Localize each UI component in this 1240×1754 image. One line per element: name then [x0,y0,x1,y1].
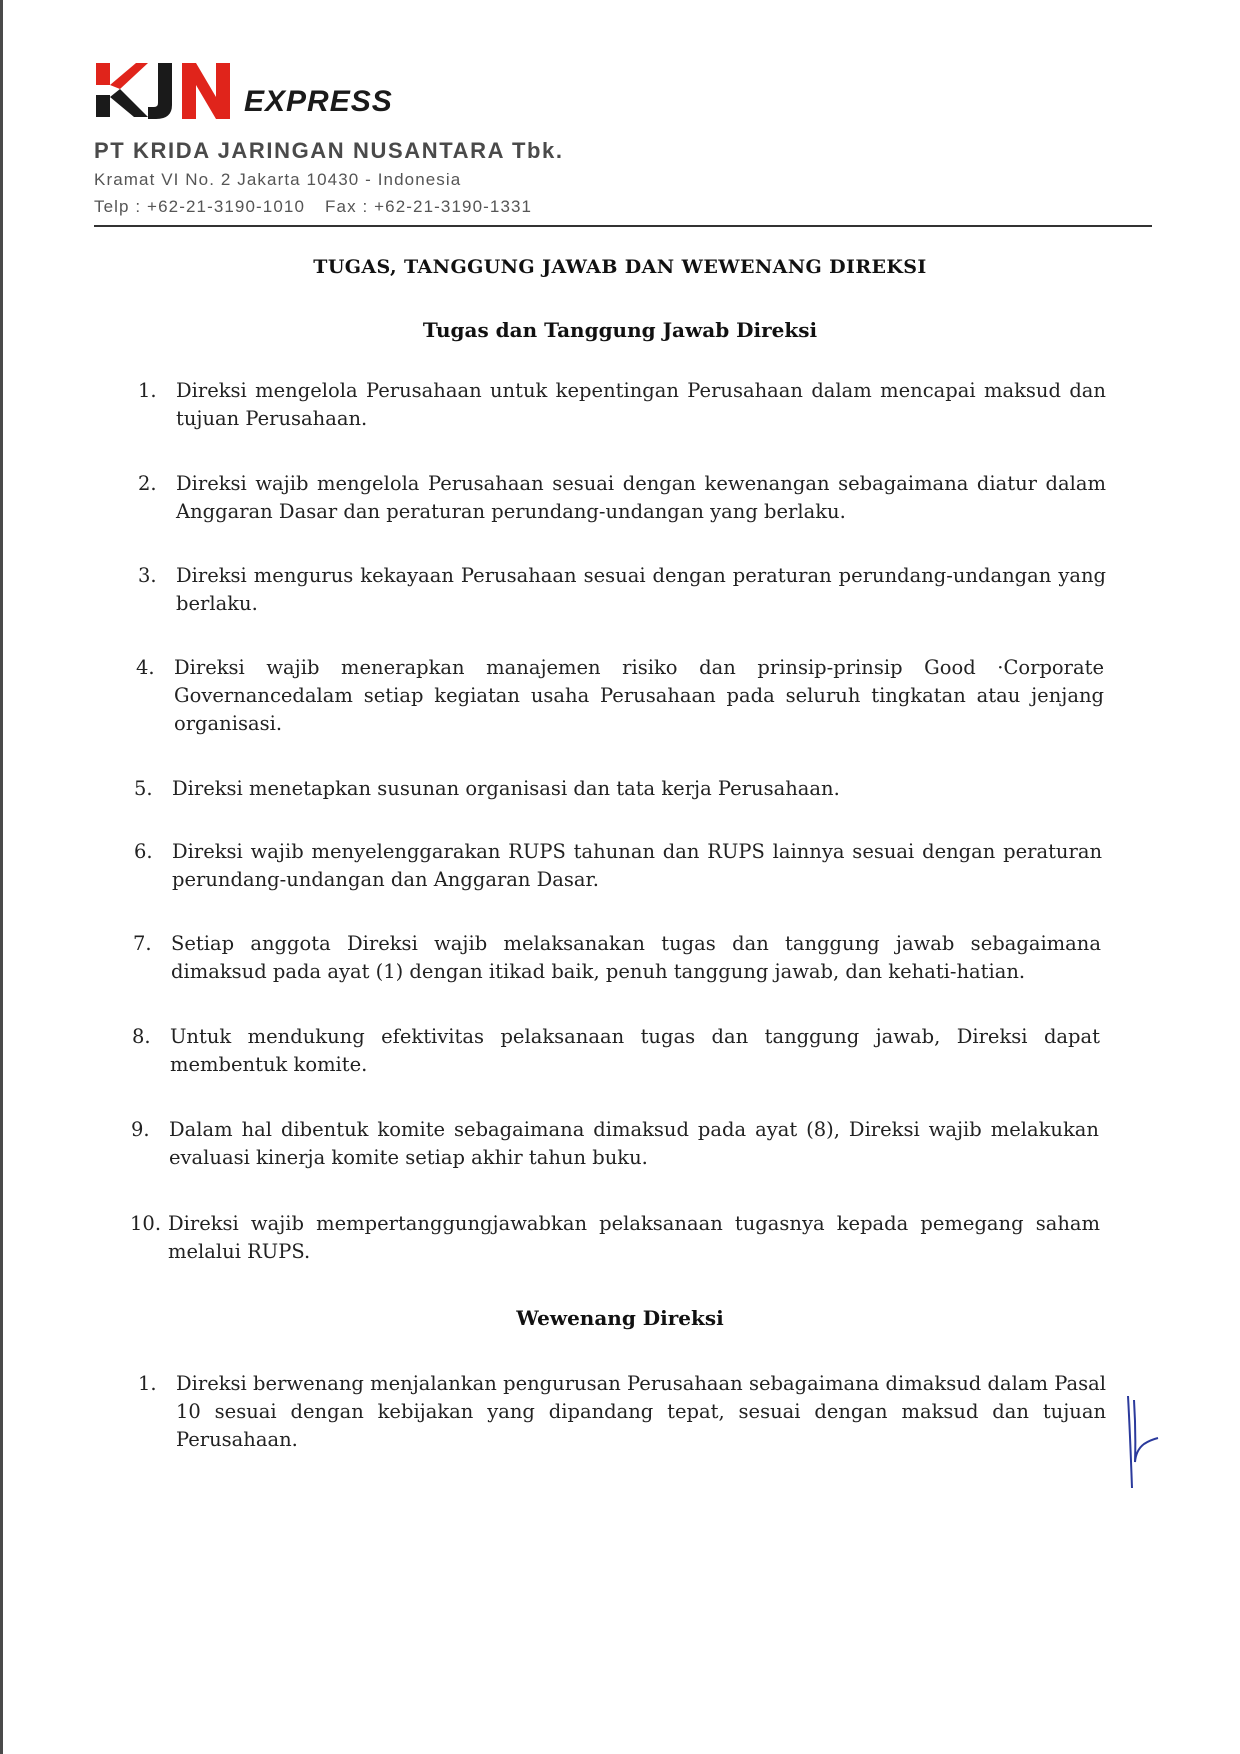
item-text: Dalam hal dibentuk komite sebagaimana dimaksud pada ayat (8), Direksi wajib melakukan evaluasi kinerja komite setiap akhir tahun buku. [169,1118,1099,1169]
handwritten-initial [1118,1392,1164,1492]
item-number: 1. [138,379,157,402]
item-number: 6. [134,840,153,863]
item-text: Direksi wajib mengelola Perusahaan sesuai dengan kewenangan sebagaimana diatur dalam Anggaran Dasar dan peraturan perundang-undangan yang berlaku. [176,472,1106,523]
item-text: Direksi menetapkan susunan organisasi dan tata kerja Perusahaan. [172,777,840,800]
phone-number: Telp : +62-21-3190-1010 [94,197,306,216]
item-number: 7. [133,932,152,955]
item-number: 2. [138,472,157,495]
company-address: Kramat VI No. 2 Jakarta 10430 - Indonesia [94,170,462,189]
item-text: Direksi wajib menerapkan manajemen risiko dan prinsip-prinsip Good ·Corporate Governancedalam setiap kegiatan usaha Perusahaan pada seluruh tingkatan atau jenjang organisasi. [174,656,1104,735]
letterhead-divider [94,225,1152,227]
item-number: 5. [134,777,153,800]
section-heading-wewenang: Wewenang Direksi [516,1306,724,1330]
item-number: 1. [138,1372,157,1395]
document-title: TUGAS, TANGGUNG JAWAB DAN WEWENANG DIREKSI [313,256,927,278]
company-contact [94,197,532,217]
item-text: Direksi wajib menyelenggarakan RUPS tahunan dan RUPS lainnya sesuai dengan peraturan perundang-undangan dan Anggaran Dasar. [172,840,1102,891]
item-text: Direksi wajib mempertanggungjawabkan pelaksanaan tugasnya kepada pemegang saham melalui RUPS. [168,1212,1100,1263]
item-text: Direksi mengelola Perusahaan untuk kepentingan Perusahaan dalam mencapai maksud dan tujuan Perusahaan. [176,379,1106,430]
kjn-logo-mark [96,55,236,121]
item-number: 3. [138,564,157,587]
item-text: Direksi mengurus kekayaan Perusahaan sesuai dengan peraturan perundang-undangan yang berlaku. [176,564,1106,615]
company-name: PT KRIDA JARINGAN NUSANTARA Tbk. [94,138,564,163]
logo-express-text: EXPRESS [244,85,393,118]
section-heading-tugas: Tugas dan Tanggung Jawab Direksi [422,318,818,342]
item-number: 10. [130,1212,162,1235]
item-text: Untuk mendukung efektivitas pelaksanaan tugas dan tanggung jawab, Direksi dapat membentuk komite. [170,1025,1100,1076]
item-number: 4. [136,656,155,679]
item-text: Setiap anggota Direksi wajib melaksanakan tugas dan tanggung jawab sebagaimana dimaksud pada ayat (1) dengan itikad baik, penuh tanggung jawab, dan kehati-hatian. [171,932,1101,983]
item-text: Direksi berwenang menjalankan pengurusan Perusahaan sebagaimana dimaksud dalam Pasal 10 sesuai dengan kebijakan yang dipandang tepat, sesuai dengan maksud dan tujuan Perusahaan. [176,1372,1106,1451]
fax-number: Fax : +62-21-3190-1331 [325,197,533,216]
item-number: 8. [132,1025,151,1048]
item-number: 9. [131,1118,150,1141]
